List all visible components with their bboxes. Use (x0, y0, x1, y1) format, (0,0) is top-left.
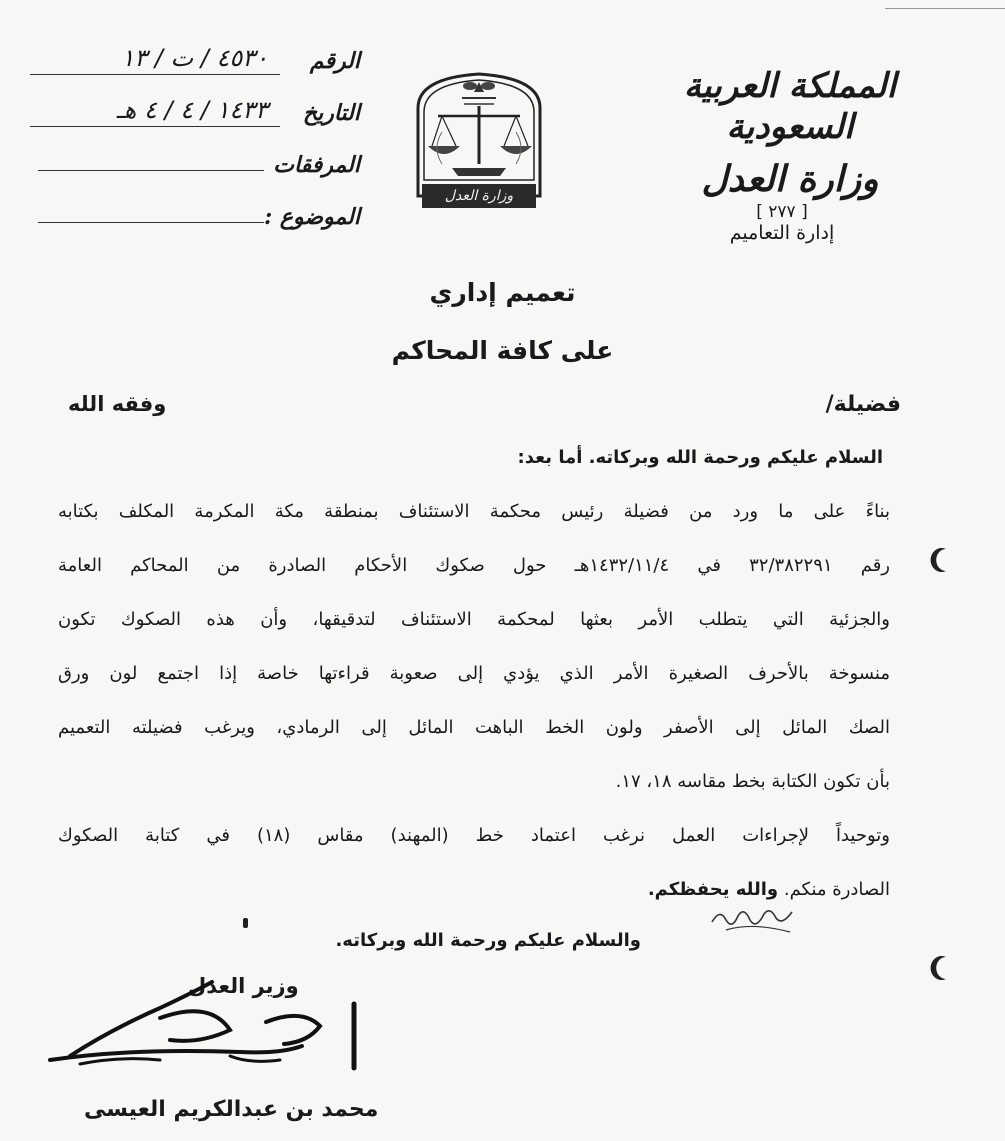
number-underline (30, 74, 280, 75)
letterhead (645, 66, 935, 244)
signature-icon (40, 960, 400, 1090)
subject-label: الموضوع : (264, 204, 360, 230)
reference-block (717, 202, 847, 244)
closing-line: والسلام عليكم ورحمة الله وبركاته. (335, 930, 641, 951)
document-title: تعميم إداري (429, 278, 576, 307)
meta-date-row (30, 96, 360, 152)
body-line: بناءً على ما ورد من فضيلة رئيس محكمة الاستئناف بمنطقة مكة المكرمة المكلف بكتابه (58, 501, 890, 522)
crescent-icon (930, 955, 952, 981)
body-line: بأن تكون الكتابة بخط مقاسه ١٨، ١٧. (615, 771, 890, 792)
document-subtitle: على كافة المحاكم (391, 336, 614, 365)
date-underline (30, 126, 280, 127)
date-value: ١٤٣٣ / ٤ / ٤ هـ (116, 96, 268, 124)
subject-line (38, 222, 264, 223)
meta-number-row (30, 44, 360, 100)
scales-of-justice-emblem-icon (412, 68, 546, 214)
attachments-line (38, 170, 264, 171)
emblem-caption: وزارة العدل (444, 188, 514, 204)
handwritten-initials-icon (706, 900, 798, 940)
number-value: ٤٥٣٠ / ت / ١٣ (121, 44, 268, 72)
body-line: منسوخة بالأحرف الصغيرة الأمر الذي يؤدي إلى صعوبة قراءتها خاصة إذا اجتمع لون ورق (58, 663, 890, 684)
body-line: والجزئية التي يتطلب الأمر بعثها لمحكمة الاستئناف لتدقيقها، وأن هذه الصكوك تكون (58, 609, 890, 630)
attachments-label: المرفقات (273, 152, 360, 178)
minister-name: محمد بن عبدالكريم العيسى (84, 1097, 379, 1122)
meta-attachments-row (30, 152, 360, 204)
date-label: التاريخ (302, 100, 360, 126)
address-line: فضيلة/ (825, 392, 901, 417)
greeting-line: السلام عليكم ورحمة الله وبركاته. أما بعد: (517, 447, 883, 468)
body-last-bold: والله يحفظكم. (647, 879, 779, 900)
body-line: الصك المائل إلى الأصفر ولون الخط الباهت المائل إلى الرمادي، ويرغب فضيلته التعميم (58, 717, 890, 738)
body-line: وتوحيداً لإجراءات العمل نرغب اعتماد خط (المهند) مقاس (١٨) في كتابة الصكوك (58, 825, 890, 846)
meta-block (30, 44, 360, 256)
number-label: الرقم (309, 48, 360, 74)
top-edge-line (885, 8, 1005, 9)
minister-title: وزير العدل (188, 974, 299, 998)
department-name: إدارة التعاميم (729, 222, 835, 244)
body-line: رقم ٣٢/٣٨٢٢٩١ في ١٤٣٢/١١/٤هـ حول صكوك الأحكام الصادرة من المحاكم العامة (58, 555, 890, 576)
blessing-line: وفقه الله (68, 392, 167, 416)
ink-mark (243, 918, 248, 928)
meta-subject-row (30, 204, 360, 256)
kingdom-name: المملكة العربية السعودية (683, 66, 897, 147)
ministry-name: وزارة العدل (701, 157, 879, 200)
crescent-icon (930, 547, 952, 573)
body-last-text: الصادرة منكم. (783, 879, 890, 900)
reference-number: [ ٢٧٧ ] (756, 202, 808, 222)
